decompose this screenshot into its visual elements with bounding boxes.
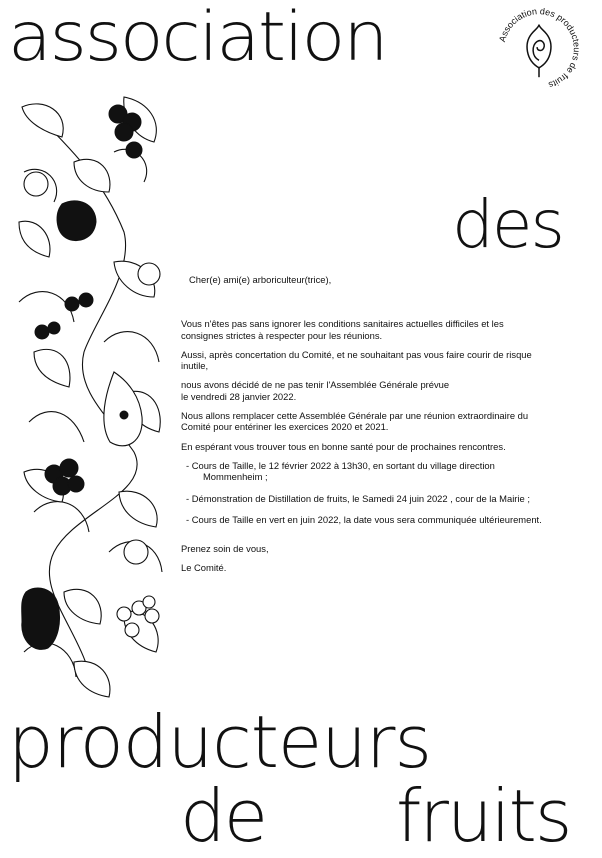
title-word-producteurs: producteurs <box>8 700 431 784</box>
letter-paragraph: En espérant vous trouver tous en bonne santé pour de prochaines rencontres. <box>181 440 506 452</box>
title-word-association: association <box>8 0 387 77</box>
letter-paragraph: Aussi, après concertation du Comité, et ne souhaitant pas vous faire courir de risque <box>181 348 532 360</box>
letter-list-item: - Démonstration de Distillation de fruits, le Samedi 24 juin 2022 , cour de la Mairie ; <box>186 492 530 504</box>
letter-list-item: - Cours de Taille en vert en juin 2022, la date vous sera communiquée ultérieurement. <box>186 513 542 525</box>
letter-list-item: - Cours de Taille, le 12 février 2022 à 13h30, en sortant du village direction <box>186 459 495 471</box>
logo-ring-text: Association des producteurs de fruits <box>497 6 582 91</box>
letter-paragraph: Comité pour entériner les exercices 2020 et 2021. <box>181 421 389 433</box>
title-word-des: des <box>452 186 563 263</box>
association-logo <box>492 2 586 96</box>
letter-signature: Le Comité. <box>181 562 227 574</box>
letter-paragraph: le vendredi 28 janvier 2022. <box>181 390 297 402</box>
fruit-botanical-illustration <box>14 92 166 704</box>
letter-paragraph: consignes strictes à respecter pour les réunions. <box>181 329 383 341</box>
title-word-de: de <box>180 774 266 858</box>
leaf-spiral-icon <box>527 25 551 78</box>
letter-salutation: Cher(e) ami(e) arboriculteur(trice), <box>189 274 332 285</box>
letter-paragraph: Nous allons remplacer cette Assemblée Générale par une réunion extraordinaire du <box>181 410 529 422</box>
letter-list-item-continued: Mommenheim ; <box>203 471 268 483</box>
letter-body <box>181 274 595 574</box>
letter-paragraph: inutile, <box>181 360 209 372</box>
letter-closing: Prenez soin de vous, <box>181 543 269 555</box>
title-word-fruits: fruits <box>396 774 571 858</box>
letter-paragraph: nous avons décidé de ne pas tenir l'Assemblée Générale prévue <box>181 379 450 391</box>
letter-paragraph: Vous n'êtes pas sans ignorer les conditions sanitaires actuelles difficiles et les <box>181 318 504 330</box>
